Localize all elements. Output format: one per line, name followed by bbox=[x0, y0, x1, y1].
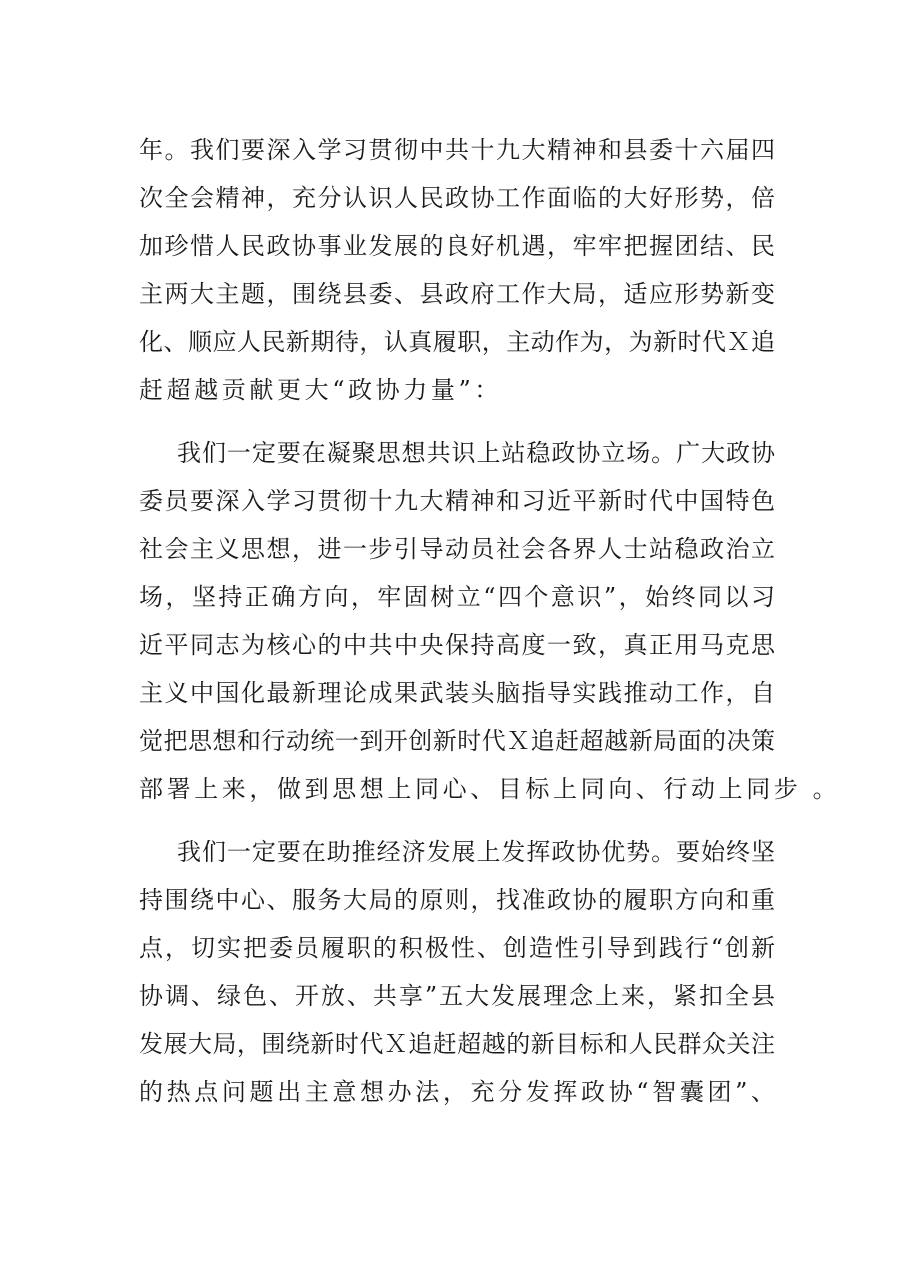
text-line: 我们一定要在凝聚思想共识上站稳政协立场。广大政协 bbox=[177, 439, 775, 467]
text-line: 社会主义思想，进一步引导动员社会各界人士站稳政治立 bbox=[139, 535, 775, 563]
text-line: 次全会精神，充分认识人民政协工作面临的大好形势，倍 bbox=[139, 184, 775, 212]
text-line: 加珍惜人民政协事业发展的良好机遇，牢牢把握团结、民 bbox=[139, 232, 775, 260]
text-line: 点，切实把委员履职的积极性、创造性引导到践行“创新 bbox=[139, 934, 775, 962]
text-line: 场，坚持正确方向，牢固树立“四个意识”，始终同以习 bbox=[139, 583, 775, 611]
body-text bbox=[139, 126, 841, 1116]
text-line: 部署上来，做到思想上同心、目标上同向、行动上同步 。 bbox=[139, 775, 841, 803]
text-line: 协调、绿色、开放、共享”五大发展理念上来，紧扣全县 bbox=[139, 982, 775, 1010]
paragraph-1 bbox=[139, 126, 775, 414]
text-line: 觉把思想和行动统一到开创新时代Ｘ追赶超越新局面的决策 bbox=[139, 727, 775, 755]
text-line: 化、顺应人民新期待，认真履职，主动作为，为新时代Ｘ追 bbox=[139, 328, 775, 356]
paragraph-2 bbox=[139, 429, 841, 813]
text-line: 委员要深入学习贯彻十九大精神和习近平新时代中国特色 bbox=[139, 487, 775, 515]
paragraph-3 bbox=[139, 828, 775, 1116]
text-line: 的热点问题出主意想办法，充分发挥政协“智囊团”、 bbox=[139, 1078, 775, 1106]
text-line: 持围绕中心、服务大局的原则，找准政协的履职方向和重 bbox=[139, 886, 775, 914]
text-line: 近平同志为核心的中共中央保持高度一致，真正用马克思 bbox=[139, 631, 775, 659]
text-line: 主义中国化最新理论成果武装头脑指导实践推动工作，自 bbox=[139, 679, 775, 707]
text-line: 年。我们要深入学习贯彻中共十九大精神和县委十六届四 bbox=[139, 136, 775, 164]
text-line: 主两大主题，围绕县委、县政府工作大局，适应形势新变 bbox=[139, 280, 775, 308]
text-line: 赶超越贡献更大“政协力量”： bbox=[139, 376, 502, 404]
text-line: 发展大局，围绕新时代Ｘ追赶超越的新目标和人民群众关注 bbox=[139, 1030, 775, 1058]
text-line: 我们一定要在助推经济发展上发挥政协优势。要始终坚 bbox=[177, 838, 775, 866]
